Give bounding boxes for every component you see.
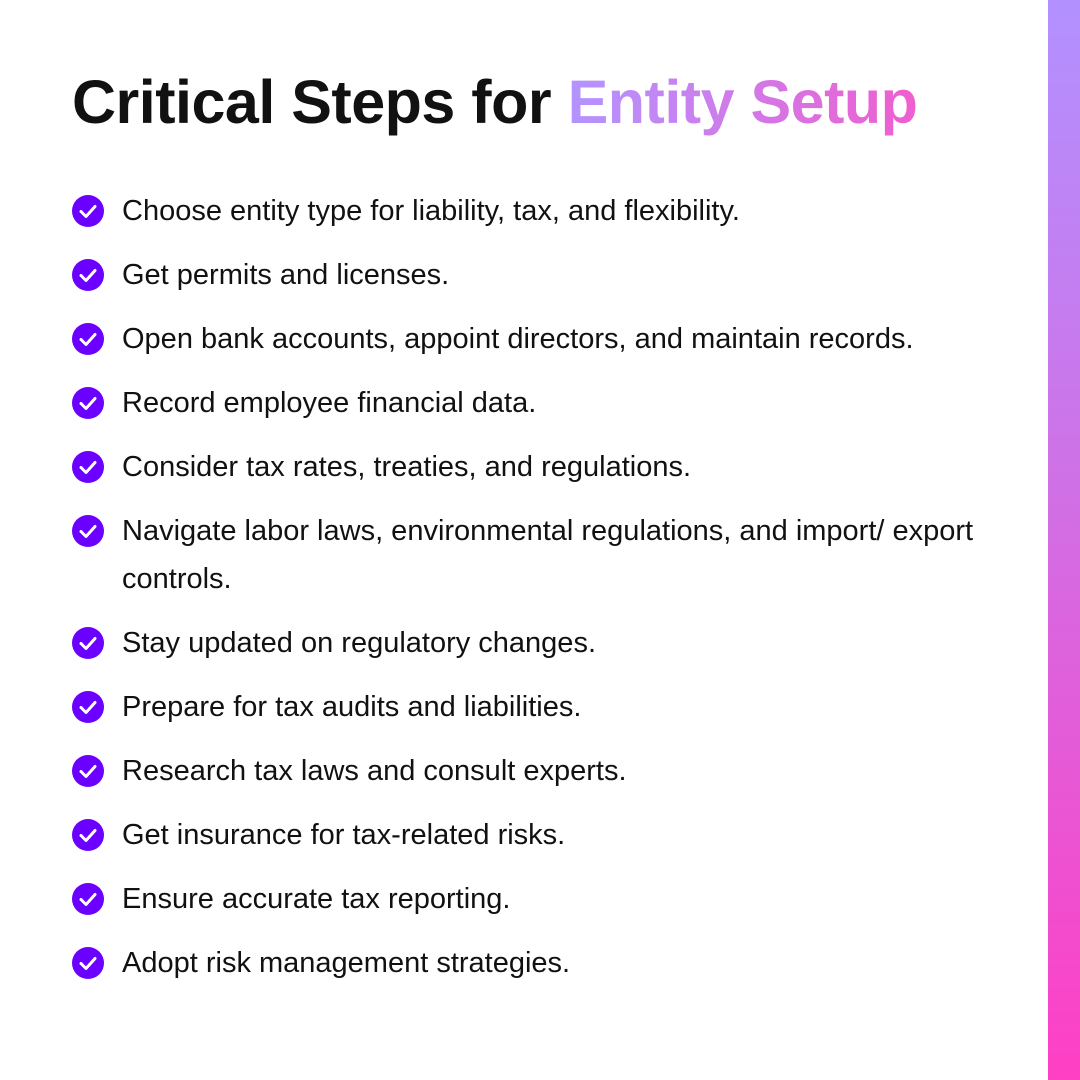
check-circle-icon xyxy=(72,387,104,419)
check-circle-icon xyxy=(72,819,104,851)
step-text: Open bank accounts, appoint directors, and maintain records. xyxy=(122,323,914,355)
steps-list xyxy=(72,187,1012,1003)
check-circle-icon xyxy=(72,627,104,659)
step-text: Record employee financial data. xyxy=(122,387,537,419)
step-text: Navigate labor laws, environmental regulations, and import/ export controls. xyxy=(122,515,974,595)
step-text: Prepare for tax audits and liabilities. xyxy=(122,691,582,723)
check-circle-icon xyxy=(72,515,104,547)
step-text: Get permits and licenses. xyxy=(122,259,450,291)
check-circle-icon xyxy=(72,195,104,227)
step-item xyxy=(72,507,1012,603)
check-circle-icon xyxy=(72,259,104,291)
title-highlight: Entity Setup xyxy=(567,68,918,136)
step-item xyxy=(72,811,1012,859)
step-item xyxy=(72,619,1012,667)
side-gradient-bar xyxy=(1048,0,1080,1080)
check-circle-icon xyxy=(72,883,104,915)
step-item xyxy=(72,251,1012,299)
check-circle-icon xyxy=(72,947,104,979)
step-text: Consider tax rates, treaties, and regulations. xyxy=(122,451,692,483)
step-item xyxy=(72,875,1012,923)
check-circle-icon xyxy=(72,323,104,355)
page-title xyxy=(72,66,917,138)
title-prefix: Critical Steps for xyxy=(72,68,568,136)
step-item xyxy=(72,315,1012,363)
check-circle-icon xyxy=(72,691,104,723)
step-text: Get insurance for tax-related risks. xyxy=(122,819,566,851)
check-circle-icon xyxy=(72,755,104,787)
step-item xyxy=(72,187,1012,235)
step-text: Adopt risk management strategies. xyxy=(122,947,571,979)
step-text: Stay updated on regulatory changes. xyxy=(122,627,596,659)
step-item xyxy=(72,747,1012,795)
check-circle-icon xyxy=(72,451,104,483)
step-item xyxy=(72,443,1012,491)
step-text: Ensure accurate tax reporting. xyxy=(122,883,511,915)
step-item xyxy=(72,939,1012,987)
step-text: Research tax laws and consult experts. xyxy=(122,755,627,787)
step-text: Choose entity type for liability, tax, and flexibility. xyxy=(122,195,740,227)
step-item xyxy=(72,683,1012,731)
step-item xyxy=(72,379,1012,427)
